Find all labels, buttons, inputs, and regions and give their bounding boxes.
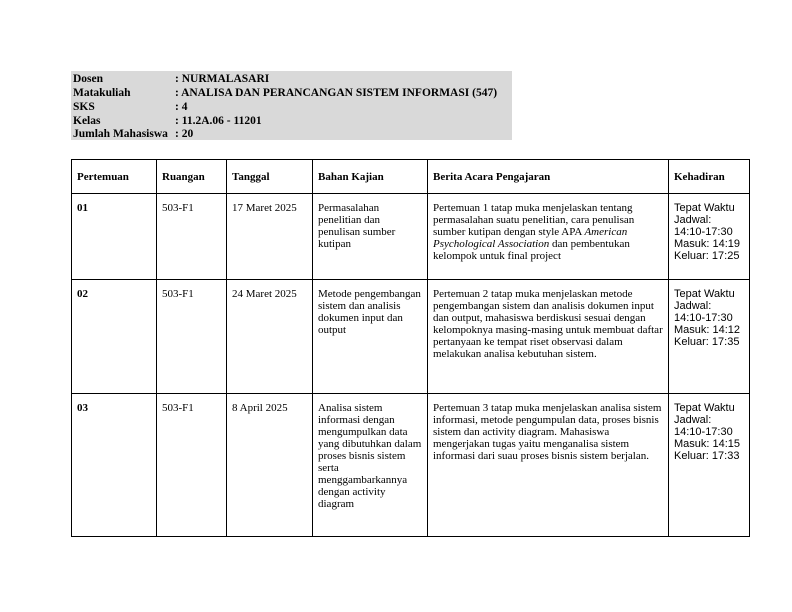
table-row [72,394,750,537]
masuk-value: Masuk: 14:12 [674,324,741,336]
dosen-value: : NURMALASARI [175,73,270,85]
jumlah-value: : 20 [175,128,194,140]
tanggal-cell: 24 Maret 2025 [227,280,313,394]
jadwal-label: Jadwal: [674,300,712,312]
keluar-value: Keluar: 17:35 [674,336,740,348]
dosen-label: Dosen [73,73,104,85]
ruangan-cell: 503-F1 [157,280,227,394]
jadwal-label: Jadwal: [674,414,712,426]
kelas-value: : 11.2A.06 - 11201 [175,115,262,127]
masuk-value: Masuk: 14:15 [674,438,741,450]
kehadiran-cell [669,394,750,537]
tanggal-cell: 8 April 2025 [227,394,313,537]
berita-cell: Pertemuan 3 tatap muka menjelaskan analisa sistem informasi, metode pengumpulan data, proses bisnis sistem dan activity diagram. Mahasiswa mengerjakan tugas yaitu menganalisa sistem informasi dari suau proses bisnis sistem berjalan. [428,394,669,537]
bahan-cell: Permasalahan penelitian dan penulisan sumber kutipan [313,194,428,280]
status-text: Tepat Waktu [674,402,735,414]
masuk-value: Masuk: 14:19 [674,238,741,250]
sks-label: SKS [73,101,95,113]
header-bahan-kajian: Bahan Kajian [313,160,428,194]
table-row [72,194,750,280]
header-berita-acara: Berita Acara Pengajaran [428,160,669,194]
ruangan-cell: 503-F1 [157,194,227,280]
keluar-value: Keluar: 17:25 [674,250,740,262]
sks-value: : 4 [175,101,188,113]
kelas-label: Kelas [73,115,101,127]
status-text: Tepat Waktu [674,202,735,214]
course-info-box [71,71,512,140]
berita-cell: Pertemuan 2 tatap muka menjelaskan metode pengembangan sistem dan analisis dokumen input dan output, mahasiswa berdiskusi sesuai dengan kelompoknya masing-masing untuk membuat daftar pertanyaan ke tempat riset observasi dalam melakukan analisa kebutuhan sistem. [428,280,669,394]
pertemuan-cell: 03 [72,394,157,537]
jadwal-value: 14:10-17:30 [674,226,733,238]
matakuliah-value: : ANALISA DAN PERANCANGAN SISTEM INFORMASI (547) [175,87,498,99]
table-row [72,280,750,394]
matakuliah-label: Matakuliah [73,87,131,99]
jadwal-value: 14:10-17:30 [674,426,733,438]
header-pertemuan: Pertemuan [72,160,157,194]
kehadiran-cell [669,194,750,280]
table-header-row [72,160,750,194]
status-text: Tepat Waktu [674,288,735,300]
header-tanggal: Tanggal [227,160,313,194]
kehadiran-cell [669,280,750,394]
header-ruangan: Ruangan [157,160,227,194]
ruangan-cell: 503-F1 [157,394,227,537]
pertemuan-cell: 02 [72,280,157,394]
header-kehadiran: Kehadiran [669,160,750,194]
pertemuan-cell: 01 [72,194,157,280]
attendance-table [71,159,750,537]
jadwal-value: 14:10-17:30 [674,312,733,324]
jumlah-label: Jumlah Mahasiswa [73,128,168,140]
jadwal-label: Jadwal: [674,214,712,226]
berita-cell: Pertemuan 1 tatap muka menjelaskan tentang permasalahan suatu penelitian, cara penulisan sumber kutipan dengan style APA American Psychological Association dan pembentukan kelompok untuk final project [428,194,669,280]
bahan-cell: Analisa sistem informasi dengan mengumpulkan data yang dibutuhkan dalam proses bisnis sistem serta menggambarkannya dengan activity diagram [313,394,428,537]
keluar-value: Keluar: 17:33 [674,450,740,462]
bahan-cell: Metode pengembangan sistem dan analisis dokumen input dan output [313,280,428,394]
tanggal-cell: 17 Maret 2025 [227,194,313,280]
